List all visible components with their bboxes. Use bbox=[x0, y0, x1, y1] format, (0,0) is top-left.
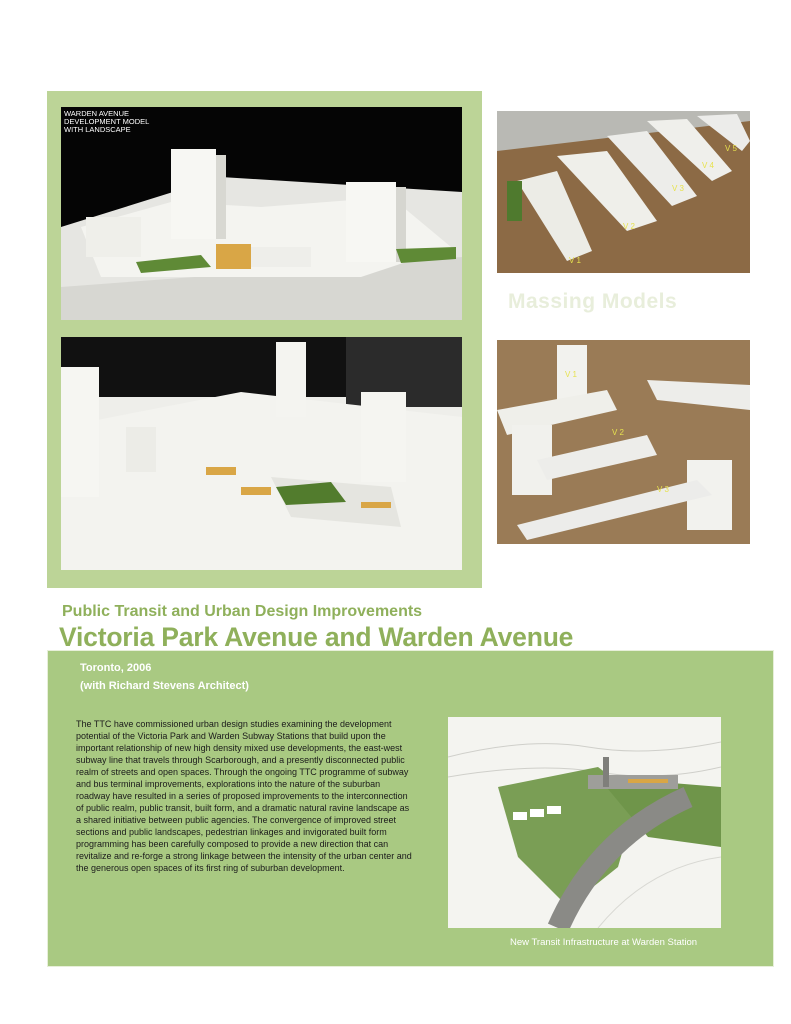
warden-model-photo bbox=[61, 107, 462, 320]
massing2-label-v2: V 2 bbox=[612, 428, 625, 437]
warden-model-caption: WARDEN AVENUE DEVELOPMENT MODEL WITH LANDSCAPE bbox=[64, 109, 150, 134]
place-date: Toronto, 2006 bbox=[80, 662, 152, 674]
warden-model-illustration bbox=[61, 107, 462, 320]
massing-label-v3: V 3 bbox=[672, 184, 685, 193]
page-title: Victoria Park Avenue and Warden Avenue bbox=[59, 622, 574, 652]
massing2-label-v1: V 1 bbox=[565, 370, 578, 379]
render-caption: New Transit Infrastructure at Warden Station bbox=[510, 937, 698, 948]
massing-model-photo-2 bbox=[497, 340, 750, 544]
massing-model-illustration-2 bbox=[497, 340, 750, 544]
page-kicker: Public Transit and Urban Design Improvements bbox=[62, 603, 423, 620]
warden-station-illustration bbox=[448, 717, 721, 928]
massing-model-photo-1 bbox=[497, 111, 750, 273]
massing-model-illustration-1 bbox=[497, 111, 750, 273]
project-description: The TTC have commissioned urban design studies examining the development potential of the Victoria Park and Warden Subway Stations that build upon the important relationship of new high density mixed use developments, the east-west subway line that travels through Scarborough, and a presently disconnected public realm of streets and open spaces. Through the ongoing TTC programme of subway and bus terminal improvements, explorations into the nature of the suburban roadway have resulted in a series of proposed improvements to the interconnection of public realm, public transit, built form, and a dramatic natural ravine landscape as a shared initiative between public agencies. The convergence of improved street sections and public landscapes, pedestrian linkages and invigorated built form programming has been carefully composed to provide a new direction that can revitalize and re-forge a strong linkage between the intensity of the urban center and the generous open spaces of its first ring of suburban development. bbox=[76, 719, 412, 873]
victoria-park-model-illustration bbox=[61, 337, 462, 570]
massing-label-v4: V 4 bbox=[702, 161, 715, 170]
massing2-label-v3: V 3 bbox=[657, 485, 670, 494]
massing-label-v2: V 2 bbox=[623, 222, 636, 231]
warden-station-render bbox=[448, 717, 721, 928]
massing-label-v1: V 1 bbox=[569, 256, 582, 265]
victoria-park-model-photo bbox=[61, 337, 462, 570]
collaborator: (with Richard Stevens Architect) bbox=[80, 680, 249, 692]
massing-label-v5: V 5 bbox=[725, 144, 738, 153]
massing-models-title: Massing Models bbox=[508, 290, 678, 313]
